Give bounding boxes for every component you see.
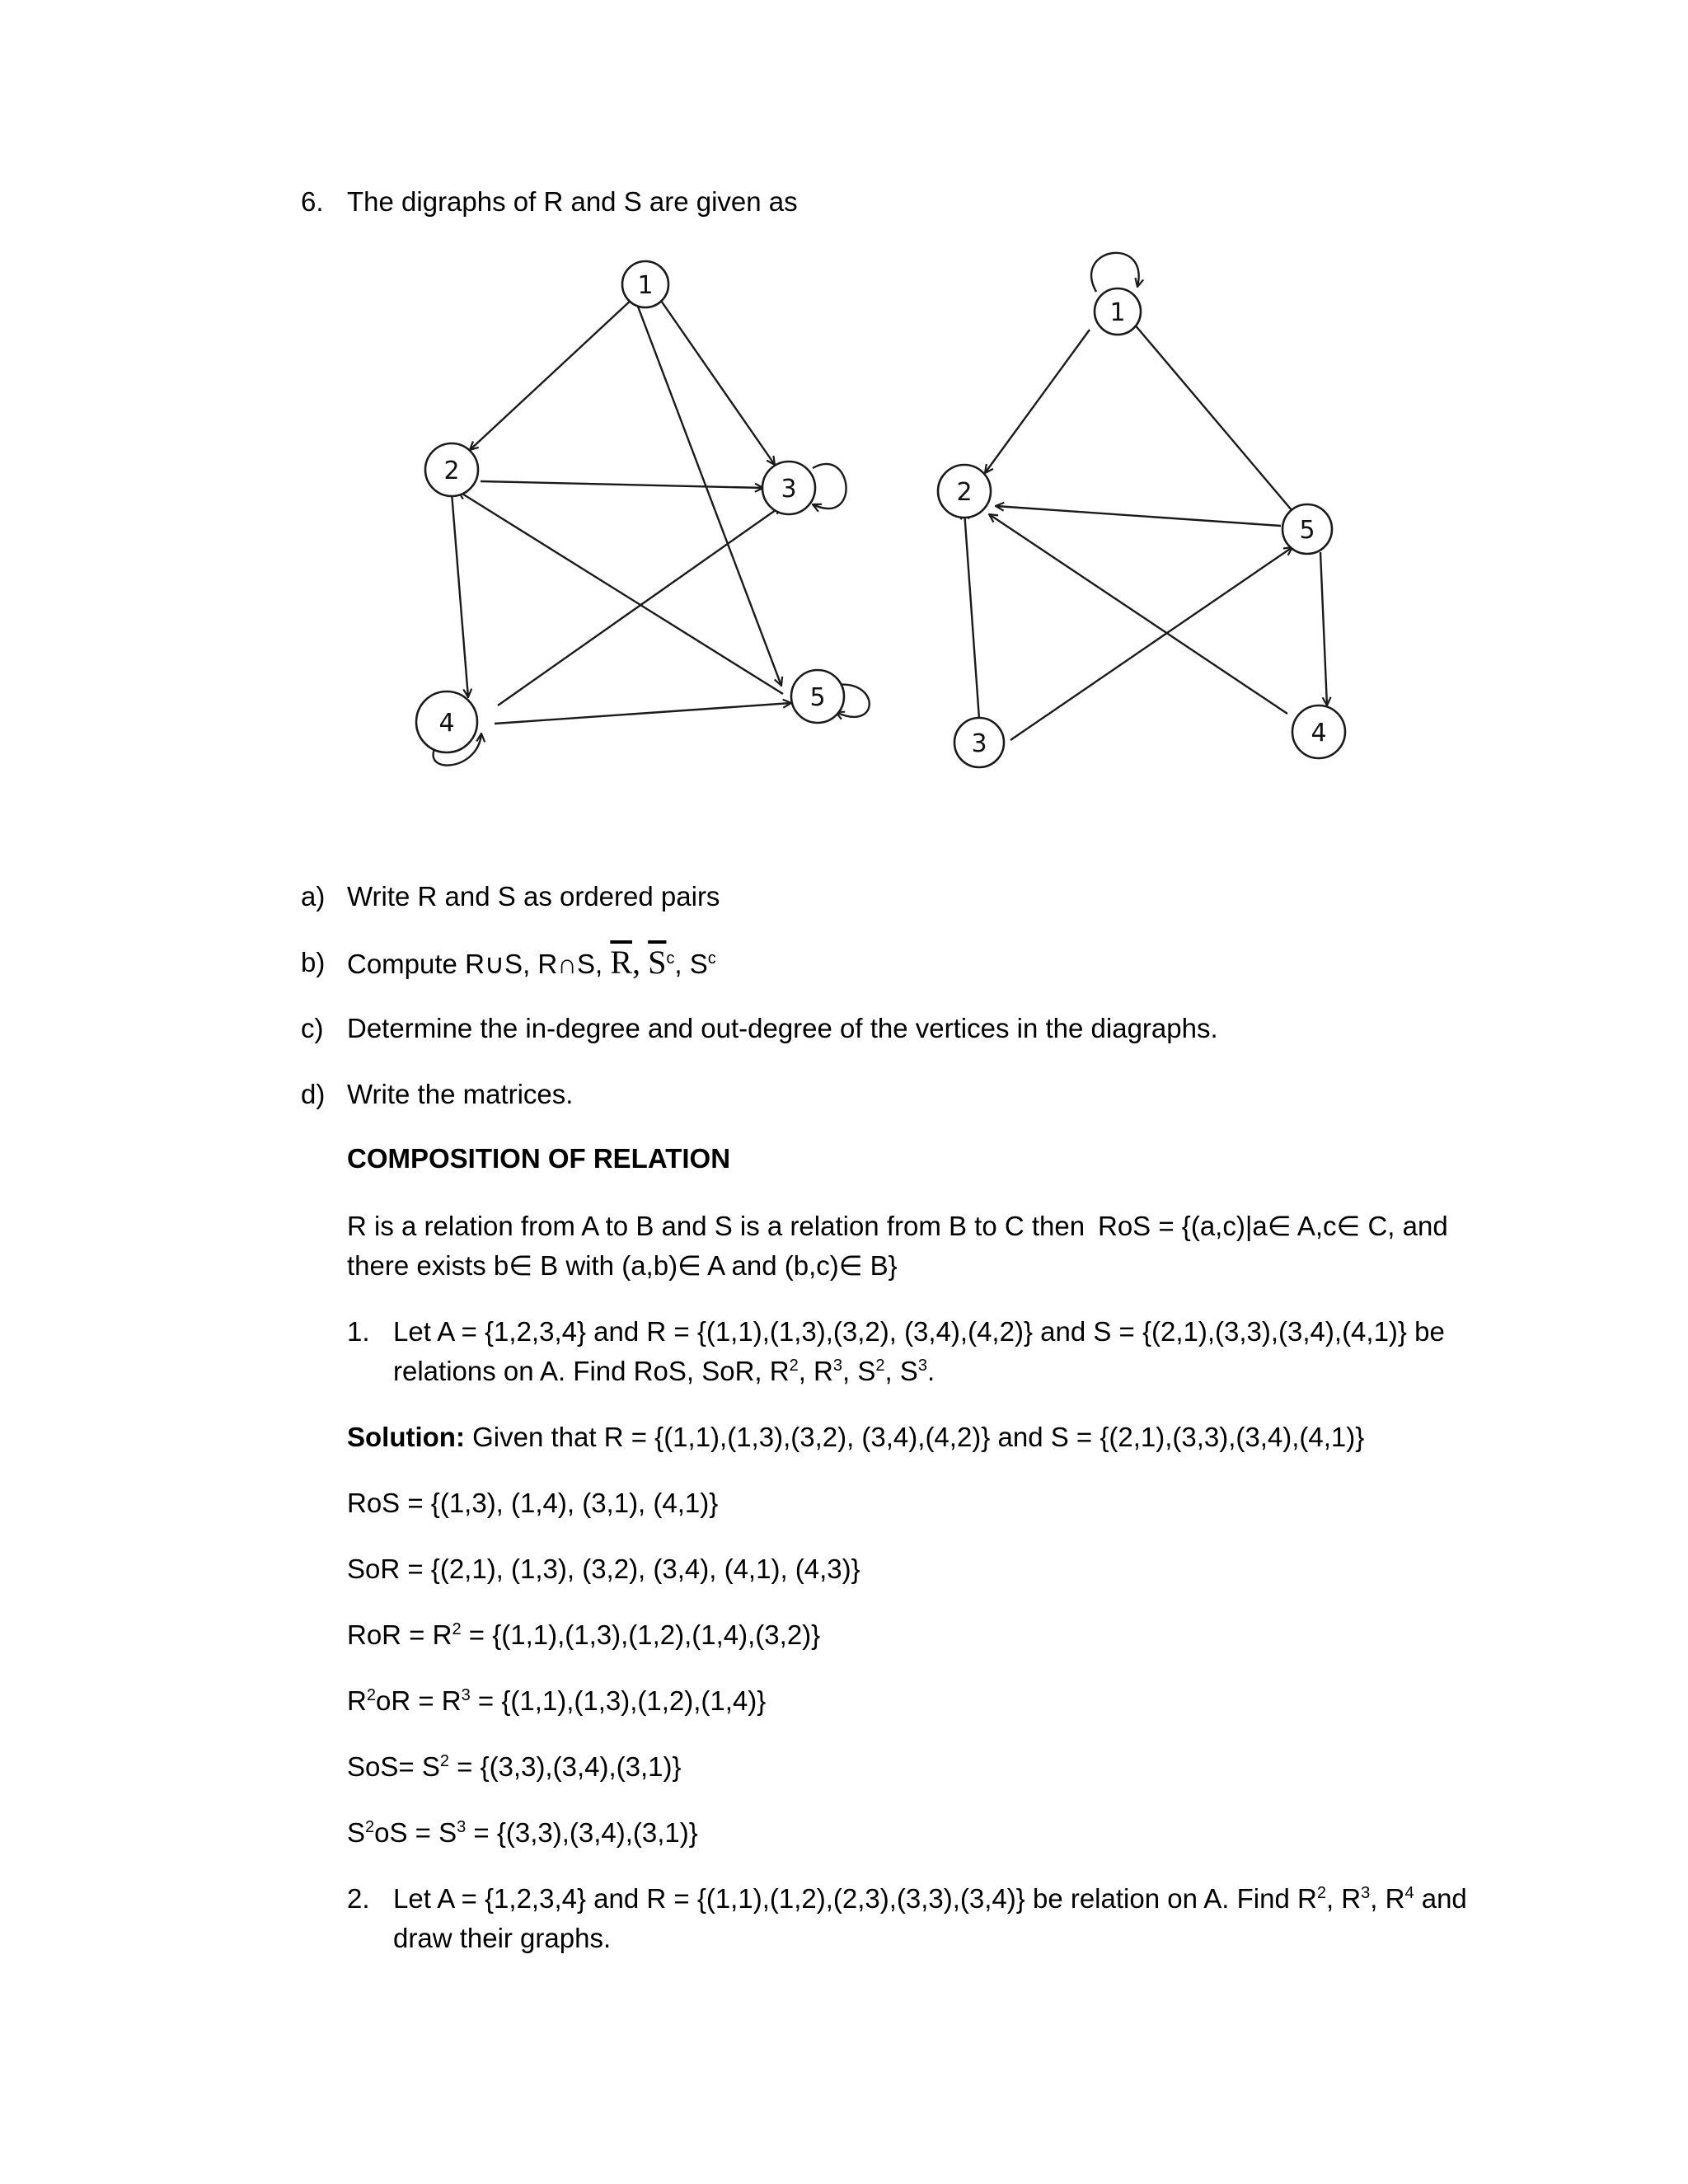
part-c-text: Determine the in-degree and out-degree of the vertices in the diagraphs. bbox=[347, 1013, 1218, 1043]
solution-line bbox=[347, 1421, 1364, 1454]
p2-sep-3: and bbox=[1414, 1883, 1467, 1914]
p1-l2-text: relations on A. Find RoS, SoR, R bbox=[393, 1356, 790, 1386]
p1-sup-3: 2 bbox=[875, 1357, 885, 1375]
edge-r-1-5 bbox=[638, 307, 781, 686]
problem2-line2: draw their graphs. bbox=[393, 1923, 612, 1953]
sup-c-2: c bbox=[707, 949, 716, 968]
problem2-line1 bbox=[393, 1882, 1467, 1915]
s2os-c: = {(3,3),(3,4),(3,1)} bbox=[466, 1817, 698, 1848]
part-d-text: Write the matrices. bbox=[347, 1079, 574, 1109]
edge-r-4-5 bbox=[495, 703, 791, 724]
solution-sor: SoR = {(2,1), (1,3), (3,2), (3,4), (4,1), (4,3)} bbox=[347, 1554, 860, 1584]
sos-sup: 2 bbox=[439, 1752, 449, 1770]
r2or-sup1: 2 bbox=[366, 1686, 376, 1704]
graph-s bbox=[938, 253, 1345, 767]
p1-sup-2: 3 bbox=[832, 1357, 842, 1375]
node-s-3-label: 3 bbox=[971, 729, 987, 758]
part-a-text: Write R and S as ordered pairs bbox=[347, 881, 720, 912]
solution-text: Given that R = {(1,1),(1,3),(3,2), (3,4),(4,2)} and S = {(2,1),(3,3),(3,4),(4,1)} bbox=[472, 1422, 1365, 1452]
p2-sep-2: , R bbox=[1370, 1883, 1405, 1914]
s2os-a: S bbox=[347, 1817, 366, 1848]
ror-b: = {(1,1),(1,3),(1,2),(1,4),(3,2)} bbox=[461, 1619, 821, 1650]
part-b-text bbox=[347, 946, 716, 981]
p1-sep-1: , R bbox=[798, 1356, 833, 1386]
node-s-5-label: 5 bbox=[1299, 516, 1315, 545]
edge-r-1-2 bbox=[470, 298, 633, 450]
p1-sep-4: . bbox=[926, 1356, 935, 1386]
problem1-line2 bbox=[393, 1355, 935, 1388]
p2-sup-1: 2 bbox=[1316, 1884, 1326, 1902]
solution-ror bbox=[347, 1619, 820, 1652]
edge-r-2-4 bbox=[452, 493, 468, 697]
edge-r-5-2 bbox=[458, 491, 783, 694]
node-r-2-label: 2 bbox=[443, 457, 460, 485]
r2or-b: oR = R bbox=[375, 1685, 462, 1716]
edge-s-5-4 bbox=[1320, 552, 1327, 705]
s2os-b: oS = S bbox=[374, 1817, 457, 1848]
s2os-sup1: 2 bbox=[365, 1818, 375, 1836]
s2os-sup2: 3 bbox=[457, 1818, 467, 1836]
p2-sup-2: 3 bbox=[1361, 1884, 1371, 1902]
p1-sep-2: , S bbox=[842, 1356, 876, 1386]
r-bar: $\overline{R}$ bbox=[610, 944, 632, 981]
sos-a: SoS= S bbox=[347, 1751, 440, 1782]
loop-s-1 bbox=[1091, 253, 1139, 292]
edge-s-5-2 bbox=[996, 506, 1281, 526]
problem1-number: 1. bbox=[347, 1316, 370, 1347]
loop-r-3 bbox=[813, 464, 846, 509]
part-b-label: b) bbox=[301, 947, 326, 977]
edge-s-4-2 bbox=[989, 514, 1287, 714]
part-b-prefix: Compute R∪S, R∩S, bbox=[347, 949, 603, 979]
solution-ros: RoS = {(1,3), (1,4), (3,1), (4,1)} bbox=[347, 1488, 719, 1518]
p2-sep-1: , R bbox=[1325, 1883, 1362, 1914]
edge-s-5-1 bbox=[1129, 318, 1292, 511]
r2or-sup2: 3 bbox=[461, 1686, 471, 1704]
edge-r-2-3 bbox=[481, 481, 763, 488]
node-r-3-label: 3 bbox=[781, 475, 797, 504]
problem1-line1: Let A = {1,2,3,4} and R = {(1,1),(1,3),(3,2), (3,4),(4,2)} and S = {(2,1),(3,3),(3,4),(4,1)} be bbox=[393, 1316, 1445, 1347]
solution-r2or bbox=[347, 1685, 766, 1718]
part-d-label: d) bbox=[301, 1079, 326, 1109]
sup-c-1: c bbox=[666, 949, 675, 968]
s-bar: $\overline{S}$ bbox=[648, 944, 667, 981]
section-heading: COMPOSITION OF RELATION bbox=[347, 1143, 731, 1174]
question-number: 6. bbox=[301, 186, 324, 217]
node-r-4-label: 4 bbox=[438, 709, 455, 738]
ror-sup: 2 bbox=[452, 1620, 462, 1638]
ror-a: RoR = R bbox=[347, 1619, 452, 1650]
definition-line1-left: R is a relation from A to B and S is a relation from B to C then bbox=[347, 1211, 1085, 1241]
part-c-label: c) bbox=[301, 1013, 324, 1043]
edge-s-1-2 bbox=[985, 330, 1090, 473]
part-a-label: a) bbox=[301, 881, 326, 912]
node-s-1-label: 1 bbox=[1109, 298, 1126, 327]
edge-s-3-2 bbox=[964, 511, 979, 719]
p2-l1-a: Let A = {1,2,3,4} and R = {(1,1),(1,2),(2,3),(3,3),(3,4)} be relation on A. Find R bbox=[393, 1883, 1317, 1914]
node-r-1-label: 1 bbox=[637, 271, 654, 300]
p2-sup-3: 4 bbox=[1404, 1884, 1414, 1902]
solution-sos bbox=[347, 1750, 682, 1783]
question-text: The digraphs of R and S are given as bbox=[347, 186, 798, 217]
edge-r-1-3 bbox=[659, 298, 775, 465]
p1-sup-1: 2 bbox=[789, 1357, 799, 1375]
node-s-4-label: 4 bbox=[1311, 719, 1327, 748]
r2or-a: R bbox=[347, 1685, 367, 1716]
definition-line1-right: RoS = {(a,c)|a∈ A,c∈ C, and bbox=[1098, 1211, 1448, 1241]
node-r-5-label: 5 bbox=[809, 683, 826, 712]
r2or-c: = {(1,1),(1,3),(1,2),(1,4)} bbox=[470, 1685, 767, 1716]
sos-b: = {(3,3),(3,4),(3,1)} bbox=[448, 1751, 682, 1782]
problem2-number: 2. bbox=[347, 1883, 370, 1914]
part-b-tail: , S bbox=[674, 949, 708, 979]
p1-sup-4: 3 bbox=[917, 1357, 927, 1375]
comma: , bbox=[632, 944, 640, 981]
p1-sep-3: , S bbox=[884, 1356, 918, 1386]
definition-line2: there exists b∈ B with (a,b)∈ A and (b,c)∈ B} bbox=[347, 1250, 898, 1281]
edge-r-4-3 bbox=[498, 506, 781, 705]
graph-r bbox=[416, 261, 870, 766]
solution-label: Solution: bbox=[347, 1422, 465, 1452]
node-s-2-label: 2 bbox=[956, 478, 973, 507]
edge-s-3-5 bbox=[1010, 547, 1292, 740]
solution-s2os bbox=[347, 1816, 698, 1849]
